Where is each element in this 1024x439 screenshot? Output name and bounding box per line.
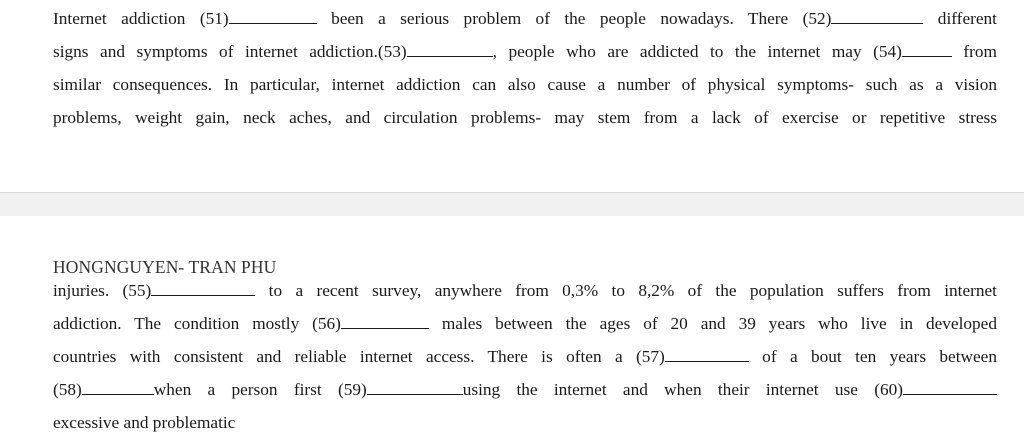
text-segment: addiction. The condition mostly (56) — [53, 314, 341, 333]
blank-59[interactable] — [367, 379, 463, 395]
text-segment: (58) — [53, 380, 82, 399]
text-segment: injuries. (55) — [53, 281, 152, 300]
passage-bottom — [53, 274, 997, 439]
text-segment: different — [923, 9, 997, 28]
text-segment: using the internet and when their internet use (60) — [462, 380, 903, 399]
text-segment: of a bout ten years between — [748, 347, 997, 366]
text-segment: signs and symptoms of internet addiction.(53) — [53, 42, 407, 61]
text-segment: to a recent survey, anywhere from 0,3% to 8,2% of the population suffers from internet — [255, 281, 997, 300]
text-line: similar consequences. In particular, internet addiction can also cause a number of physical symptoms- such as a vision — [53, 75, 997, 94]
text-line — [53, 35, 997, 68]
blank-58[interactable] — [82, 379, 154, 395]
blank-57[interactable] — [665, 346, 749, 362]
blank-55[interactable] — [151, 280, 255, 296]
blank-60[interactable] — [903, 379, 997, 395]
document-page-top — [0, 0, 1024, 192]
text-line — [53, 307, 997, 340]
text-segment: from — [951, 42, 997, 61]
text-line — [53, 2, 997, 35]
text-segment: Internet addiction (51) — [53, 9, 229, 28]
blank-52[interactable] — [831, 8, 923, 24]
text-line: excessive and problematic — [53, 413, 236, 432]
text-line — [53, 373, 997, 406]
text-segment: when a person first (59) — [153, 380, 367, 399]
blank-54[interactable] — [902, 41, 952, 57]
blank-51[interactable] — [229, 8, 317, 24]
blank-56[interactable] — [341, 313, 429, 329]
text-line — [53, 274, 997, 307]
text-segment: countries with consistent and reliable internet access. There is often a (57) — [53, 347, 665, 366]
text-segment: , people who are addicted to the internet may (54) — [492, 42, 902, 61]
page-header: HONGNGUYEN- TRAN PHU — [53, 257, 277, 277]
text-line: problems, weight gain, neck aches, and circulation problems- may stem from a lack of exercise or repetitive stress — [53, 108, 997, 127]
text-line — [53, 340, 997, 373]
text-segment: males between the ages of 20 and 39 years who live in developed — [428, 314, 997, 333]
text-segment: been a serious problem of the people nowadays. There (52) — [316, 9, 832, 28]
page-gap — [0, 192, 1024, 218]
blank-53[interactable] — [407, 41, 493, 57]
passage-top — [53, 2, 997, 134]
